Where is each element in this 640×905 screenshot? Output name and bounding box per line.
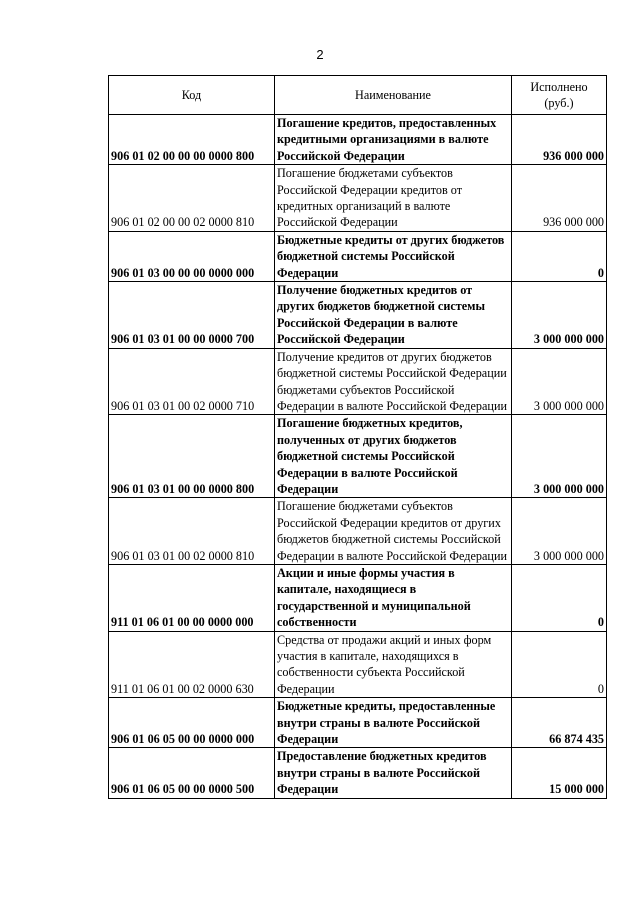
cell-name: Бюджетные кредиты, предоставленные внутри страны в валюте Российской Федерации xyxy=(275,698,512,748)
column-header-executed xyxy=(512,76,607,115)
cell-amount: 936 000 000 xyxy=(512,115,607,165)
cell-code: 906 01 03 01 00 02 0000 810 xyxy=(109,498,275,565)
cell-amount: 3 000 000 000 xyxy=(512,415,607,498)
cell-name: Получение бюджетных кредитов от других бюджетов бюджетной системы Российской Федерации в валюте Российской Федерации xyxy=(275,282,512,349)
table-row xyxy=(109,698,607,748)
table-row xyxy=(109,231,607,281)
cell-name: Погашение бюджетных кредитов, полученных от других бюджетов бюджетной системы Российской Федерации в валюте Российской Федерации xyxy=(275,415,512,498)
table-row xyxy=(109,498,607,565)
cell-code: 906 01 03 00 00 00 0000 000 xyxy=(109,231,275,281)
cell-amount: 936 000 000 xyxy=(512,165,607,232)
page-number: 2 xyxy=(316,47,324,62)
cell-code: 906 01 02 00 00 00 0000 800 xyxy=(109,115,275,165)
table-row xyxy=(109,115,607,165)
cell-amount: 66 874 435 xyxy=(512,698,607,748)
cell-code: 911 01 06 01 00 02 0000 630 xyxy=(109,631,275,698)
cell-name: Погашение бюджетами субъектов Российской Федерации кредитов от других бюджетов бюджетной системы Российской Федерации в валюте Российской Федерации xyxy=(275,498,512,565)
budget-table xyxy=(108,75,607,799)
cell-amount: 0 xyxy=(512,631,607,698)
table-row xyxy=(109,748,607,798)
cell-amount: 3 000 000 000 xyxy=(512,498,607,565)
cell-amount: 3 000 000 000 xyxy=(512,282,607,349)
cell-name: Предоставление бюджетных кредитов внутри страны в валюте Российской Федерации xyxy=(275,748,512,798)
cell-code: 906 01 06 05 00 00 0000 000 xyxy=(109,698,275,748)
cell-amount: 3 000 000 000 xyxy=(512,348,607,415)
column-header-name: Наименование xyxy=(275,76,512,115)
cell-code: 911 01 06 01 00 00 0000 000 xyxy=(109,564,275,631)
cell-name: Погашение кредитов, предоставленных кредитными организациями в валюте Российской Федерации xyxy=(275,115,512,165)
cell-code: 906 01 06 05 00 00 0000 500 xyxy=(109,748,275,798)
table-row xyxy=(109,564,607,631)
cell-name: Акции и иные формы участия в капитале, находящиеся в государственной и муниципальной собственности xyxy=(275,564,512,631)
cell-amount: 0 xyxy=(512,231,607,281)
table-header-row xyxy=(109,76,607,115)
cell-amount: 0 xyxy=(512,564,607,631)
table-row xyxy=(109,282,607,349)
cell-amount: 15 000 000 xyxy=(512,748,607,798)
column-header-executed-line2: (руб.) xyxy=(544,96,574,110)
table-row xyxy=(109,165,607,232)
table-row xyxy=(109,348,607,415)
cell-code: 906 01 03 01 00 02 0000 710 xyxy=(109,348,275,415)
cell-code: 906 01 03 01 00 00 0000 700 xyxy=(109,282,275,349)
cell-name: Средства от продажи акций и иных форм участия в капитале, находящихся в собственности субъекта Российской Федерации xyxy=(275,631,512,698)
table-row xyxy=(109,631,607,698)
table-row xyxy=(109,415,607,498)
cell-code: 906 01 02 00 00 02 0000 810 xyxy=(109,165,275,232)
cell-code: 906 01 03 01 00 00 0000 800 xyxy=(109,415,275,498)
column-header-executed-line1: Исполнено xyxy=(530,79,588,94)
cell-name: Получение кредитов от других бюджетов бюджетной системы Российской Федерации бюджетами субъектов Российской Федерации в валюте Российской Федерации xyxy=(275,348,512,415)
cell-name: Погашение бюджетами субъектов Российской Федерации кредитов от кредитных организаций в валюте Российской Федерации xyxy=(275,165,512,232)
cell-name: Бюджетные кредиты от других бюджетов бюджетной системы Российской Федерации xyxy=(275,231,512,281)
column-header-code: Код xyxy=(109,76,275,115)
